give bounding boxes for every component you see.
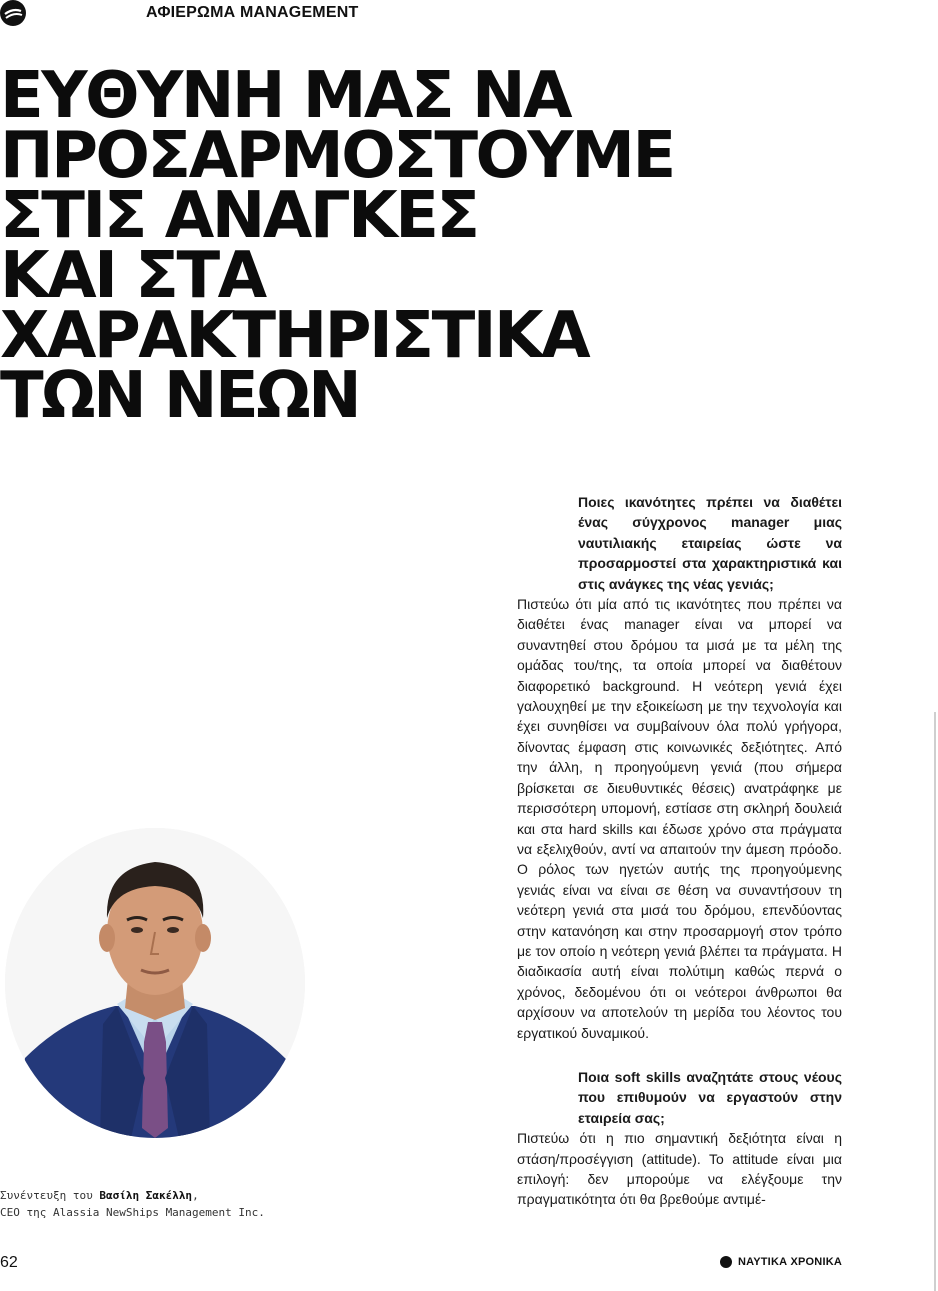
answer-2: Πιστεύω ότι η πιο σημαντική δεξιότητα είναι η στάση/προσέγγιση (attitude). Το attitude είναι μια επιλογή: δεν μπορούμε να ελέγξουμε την πραγματικότητα ότι θα βρεθούμε αντιμέ- [517,1130,842,1208]
brand-footer [720,1256,842,1268]
page-edge-divider [934,712,936,1291]
photo-caption [0,1187,265,1221]
headline-line: ΤΩΝ ΝΕΩΝ [0,359,360,433]
question-1: Ποιες ικανότητες πρέπει να διαθέτει ένας σύγχρονος manager μιας ναυτιλιακής εταιρείας ώστε να προσαρμοστεί στα χαρακτηριστικά και στις ανάγκες της νέας γενιάς; [578,494,842,592]
page-number: 62 [0,1254,18,1271]
interviewee-portrait [5,828,305,1138]
headline-line: ΣΤΙΣ ΑΝΑΓΚΕΣ [0,179,478,253]
magazine-logo-icon [0,0,26,26]
interviewee-role: CEO της Alassia NewShips Management Inc. [0,1206,265,1219]
interviewee-name: Βασίλη Σακέλλη [99,1189,193,1202]
question-2: Ποια soft skills αναζητάτε στους νέους που επιθυμούν να εργαστούν στην εταιρεία σας; [578,1068,842,1126]
article-headline [0,59,700,433]
caption-suffix: , [192,1189,199,1202]
headline-line: ΠΡΟΣΑΡΜΟΣΤΟΥΜΕ [0,119,674,193]
brand-logo-icon [720,1256,732,1268]
headline-line: ΚΑΙ ΣΤΑ [0,239,265,313]
answer-1: Πιστεύω ότι μία από τις ικανότητες που πρέπει να διαθέτει ένας manager είναι να μπορεί να συναντηθεί στου δρόμου τα μισά με τα μέλη της ομάδας του/της, τα οποία μπορεί να διαθέτουν διαφορετικό background. Η νεότερη γενιά έχει γαλουχηθεί με την εξοικείωση με την τεχνολογία και έχει συνηθίσει να συμβαίνουν όλα πολύ γρήγορα, δίνοντας έμφαση στις κοινωνικές δεξιότητες. Από την άλλη, η προηγούμενη γενιά (που σήμερα βρίσκεται σε διευθυντικές θέσεις) ανατράφηκε με περισσότερη υπομονή, εστίασε στη σκληρή δουλειά και στα hard skills και έδωσε χρόνο στα πράγματα να εξελιχθούν, αντί να απαιτούν την άμεση πρόοδο. Ο ρόλος των ηγετών αυτής της προηγούμενης γενιάς είναι να είναι σε θέση να συναντήσουν τη νεότερη γενιά στα μισά του δρόμου, επενδύοντας στην κατανόηση και στην προσαρμογή στον τρόπο με τον οποίο η νεότερη γενιά βλέπει τα πράγματα. Η διαδικασία αυτή είναι πολύτιμη καθώς περνά ο χρόνος, δεδομένου ότι οι νεότεροι άνθρωποι θα αρχίσουν να αποτελούν τη μερίδα του λέοντος του εργατικού δυναμικού. [517,596,842,1041]
headline-line: ΧΑΡΑΚΤΗΡΙΣΤΙΚΑ [0,299,589,373]
headline-line: ΕΥΘΥΝΗ ΜΑΣ ΝΑ [0,59,571,133]
brand-name: ΝΑΥΤΙΚΑ ΧΡΟΝΙΚΑ [737,1256,842,1268]
article-body [517,492,842,1210]
caption-line-1 [0,1187,265,1204]
section-label: ΑΦΙΕΡΩΜΑ MANAGEMENT [146,4,359,21]
caption-prefix: Συνέντευξη του [0,1189,100,1202]
